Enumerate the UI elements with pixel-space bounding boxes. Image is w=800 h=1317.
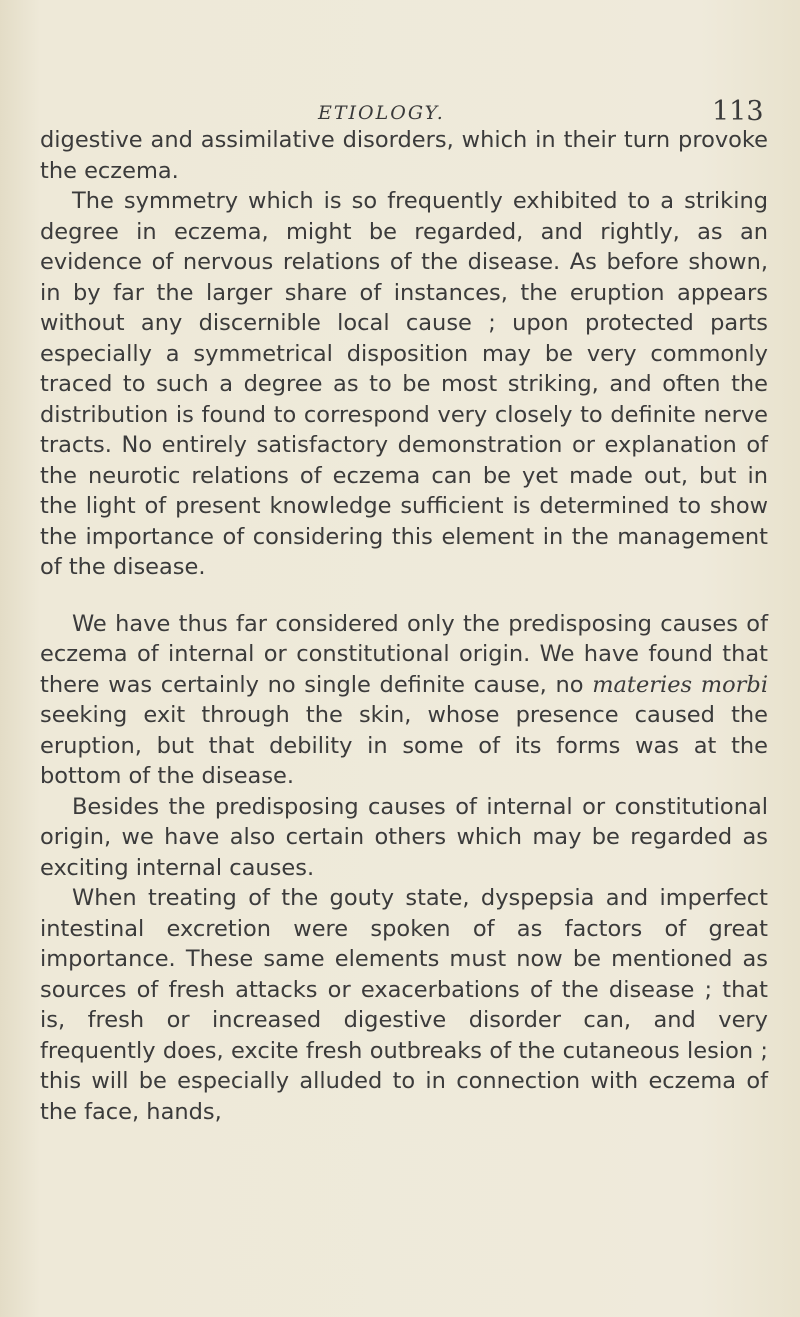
paragraph-text-segment: seeking exit through the skin, whose presence caused the eruption, but that debility in some of its forms was at the bottom of the disease. (40, 702, 768, 789)
italic-term: materies morbi (592, 671, 769, 698)
paragraph-text-segment: We have thus far considered only the predisposing causes of eczema of internal or constitutional origin. We have found that there was certainly no single definite cause, no (40, 610, 768, 698)
paragraph-symmetry: The symmetry which is so frequently exhibited to a striking degree in eczema, might be regarded, and rightly, as an evidence of nervous relations of the disease. As before shown, in by far the larger share of instances, the eruption appears without any discernible local cause ; upon protected parts especially a symmetrical disposition may be very commonly traced to such a degree as to be most striking, and often the distribution is found to correspond very closely to definite nerve tracts. No entirely satisfactory demonstration or explanation of the neurotic relations of eczema can be yet made out, but in the light of present knowledge sufficient is determined to show the importance of considering this element in the management of the disease. (40, 188, 768, 580)
paragraph-exciting-causes: Besides the predisposing causes of internal or constitutional origin, we have also certain others which may be regarded as exciting internal causes. (40, 793, 768, 881)
page-number: 113 (712, 96, 764, 127)
paragraph-predisposing-causes (40, 609, 768, 792)
running-head: ETIOLOGY. (318, 102, 445, 124)
paragraph-continuation: digestive and assimilative disorders, which in their turn provoke the eczema. (40, 127, 768, 184)
paragraph-gouty-state: When treating of the gouty state, dyspepsia and imperfect intestinal excretion were spoken of as factors of great importance. These same elements must now be mentioned as sources of fresh attacks or exacerbations of the disease ; that is, fresh or increased digestive disorder can, and very frequently does, excite fresh outbreaks of the cutaneous lesion ; this will be especially alluded to in connection with eczema of the face, hands, (40, 885, 768, 1125)
body-text (40, 125, 768, 1127)
